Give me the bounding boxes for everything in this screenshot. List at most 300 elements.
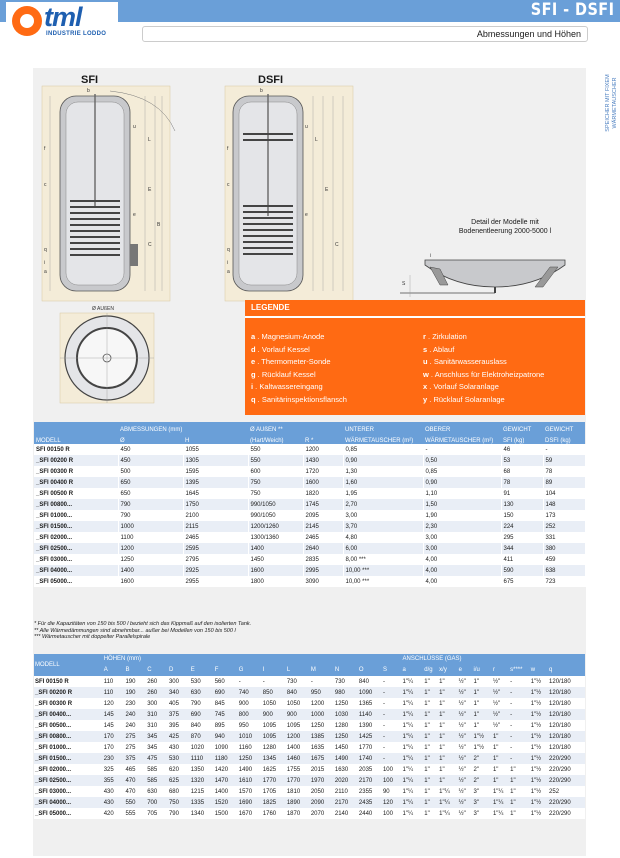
table-cell: 220/290 [548, 753, 585, 764]
table-cell: 1" [438, 775, 457, 786]
table-cell: 750 [248, 477, 303, 488]
table-cell: 1305 [183, 455, 248, 466]
table-cell: 1" [423, 797, 438, 808]
table-cell: _SFI 01500... [34, 521, 118, 532]
table-cell: - [382, 731, 402, 742]
table-cell: 550 [248, 444, 303, 455]
table-cell: 411 [501, 554, 543, 565]
col-group-heights: HÖHEN (mm) [103, 654, 402, 665]
legend-item: u . Sanitärwasserauslass [423, 357, 507, 367]
table-cell: _SFI 00200 R [34, 455, 118, 466]
table-cell: 1,10 [423, 488, 501, 499]
table-cell: 1,50 [423, 499, 501, 510]
col-weight-dsfi: GEWICHT [543, 422, 585, 433]
table-row [34, 676, 585, 687]
table-cell: - [382, 676, 402, 687]
table-row [34, 499, 585, 510]
table-cell: 1"½ [530, 687, 548, 698]
table-cell: 4,80 [343, 532, 423, 543]
table-cell: 1" [423, 676, 438, 687]
table-cell: 1" [438, 764, 457, 775]
table-cell: 2440 [358, 808, 382, 819]
table-cell: 8,00 *** [343, 554, 423, 565]
table-cell: _SFI 00400... [34, 709, 103, 720]
table-cell: 1"¼ [402, 698, 424, 709]
table-cell: 1050 [262, 698, 286, 709]
table-cell: 1" [473, 709, 492, 720]
table-cell: 344 [501, 543, 543, 554]
table-cell: 1390 [358, 720, 382, 731]
sfi-diagram-label: SFI [81, 74, 99, 86]
table-cell: 1625 [262, 764, 286, 775]
table-cell: 1400 [214, 786, 238, 797]
table-cell: 1" [509, 764, 530, 775]
svg-text:c: c [227, 182, 230, 188]
table-cell: 590 [501, 565, 543, 576]
table-cell: 1"½ [530, 753, 548, 764]
table-cell: 1,95 [343, 488, 423, 499]
table-cell: 1425 [358, 731, 382, 742]
table-cell: 1760 [262, 808, 286, 819]
column-header: O [358, 665, 382, 676]
table-cell: 1"½ [530, 786, 548, 797]
table-cell: 840 [286, 687, 310, 698]
table-cell: 600 [248, 466, 303, 477]
table-cell: 1" [423, 720, 438, 731]
table-cell: ½" [458, 676, 473, 687]
table-cell: ½" [458, 709, 473, 720]
table-row [34, 720, 585, 731]
table-cell: 1"½ [530, 731, 548, 742]
table-cell: 405 [168, 698, 190, 709]
table-cell: 1055 [183, 444, 248, 455]
table-row [34, 488, 585, 499]
svg-text:C: C [148, 242, 152, 248]
table-cell: - [382, 753, 402, 764]
table-cell: 1" [438, 731, 457, 742]
table-cell: SFI 00150 R [34, 444, 118, 455]
table-cell: 0,90 [423, 477, 501, 488]
table-cell: 555 [124, 808, 146, 819]
table-cell: 705 [146, 808, 168, 819]
table-cell: 395 [168, 720, 190, 731]
table-cell: 1095 [262, 731, 286, 742]
table-cell: 3,00 [423, 543, 501, 554]
table-cell: 1750 [183, 499, 248, 510]
svg-text:f: f [44, 146, 46, 152]
table-cell: 1" [423, 742, 438, 753]
table-cell: 1500 [214, 808, 238, 819]
svg-text:q: q [227, 247, 230, 253]
table-cell: 790 [118, 510, 183, 521]
legend-item: x . Vorlauf Solaranlage [423, 382, 499, 392]
table-cell: 0,90 [343, 455, 423, 466]
table-cell: 1"¼ [438, 797, 457, 808]
table-cell: 1" [509, 786, 530, 797]
table-cell: 1" [423, 753, 438, 764]
table-cell: 59 [543, 455, 585, 466]
column-header: A [103, 665, 125, 676]
table-cell: ½" [458, 775, 473, 786]
table-cell: 2145 [303, 521, 343, 532]
table-cell: 1095 [262, 720, 286, 731]
svg-text:i: i [227, 260, 229, 266]
table-cell: 1160 [238, 742, 262, 753]
table-cell: 1490 [334, 753, 358, 764]
table-cell: - [543, 444, 585, 455]
heights-table-body [34, 676, 585, 819]
table-cell: 1705 [262, 786, 286, 797]
table-cell: 375 [124, 753, 146, 764]
table-cell: 650 [118, 477, 183, 488]
table-cell: 680 [168, 786, 190, 797]
table-cell: _SFI 01500... [34, 753, 103, 764]
table-row [34, 576, 585, 587]
table-cell: 1140 [358, 709, 382, 720]
column-header: d/g [423, 665, 438, 676]
logo-subtitle: INDUSTRIE LODDO [46, 31, 107, 37]
table-cell: 1" [473, 687, 492, 698]
table-cell: 1"½ [530, 742, 548, 753]
table-cell: 1645 [183, 488, 248, 499]
table-cell: 220/290 [548, 764, 585, 775]
table-cell: 1" [438, 687, 457, 698]
table-cell: 530 [168, 753, 190, 764]
table-cell: - [262, 676, 286, 687]
column-header: N [334, 665, 358, 676]
table-cell: 2095 [303, 510, 343, 521]
table-cell: 475 [146, 753, 168, 764]
table-cell: - [238, 676, 262, 687]
table-cell: 1" [438, 720, 457, 731]
table-cell: 1,60 [343, 477, 423, 488]
svg-text:L: L [148, 137, 151, 143]
dimensions-table [34, 422, 586, 587]
table-cell: 53 [501, 455, 543, 466]
heights-column-headers [34, 665, 585, 676]
table-cell: _SFI 02000... [34, 764, 103, 775]
table-cell: 3,70 [343, 521, 423, 532]
column-header: x/y [438, 665, 457, 676]
svg-text:b: b [260, 88, 263, 94]
table-cell: 120/180 [548, 742, 585, 753]
legend-item: y . Rücklauf Solaranlage [423, 394, 505, 404]
table-cell: 224 [501, 521, 543, 532]
table-cell: 1,30 [343, 466, 423, 477]
col-lower-sub: WÄRMETAUSCHER (m²) [343, 433, 423, 444]
table-cell: 0,85 [423, 466, 501, 477]
table-row [34, 565, 585, 576]
table-cell: 1"¼ [438, 808, 457, 819]
column-header: L [286, 665, 310, 676]
table-cell: 790 [118, 499, 183, 510]
column-header: s**** [509, 665, 530, 676]
table-cell: 990/1050 [248, 499, 303, 510]
table-cell: 2115 [183, 521, 248, 532]
heights-table [34, 654, 585, 819]
table-cell: _SFI 00300 R [34, 698, 103, 709]
col-upper-sub: WÄRMETAUSCHER (m²) [423, 433, 501, 444]
table-cell: 1"½ [530, 709, 548, 720]
table-cell: 1"¼ [402, 742, 424, 753]
table-cell: 840 [190, 720, 214, 731]
legend-header [245, 300, 585, 316]
table-cell: 1"¼ [402, 709, 424, 720]
table-cell: 1600 [303, 477, 343, 488]
table-cell: 345 [146, 731, 168, 742]
table-row [34, 786, 585, 797]
svg-text:b: b [87, 88, 90, 94]
legend-body [245, 318, 585, 415]
table-cell: 1" [438, 753, 457, 764]
table-cell: 3" [473, 808, 492, 819]
table-cell: 900 [286, 709, 310, 720]
table-cell: 10,00 *** [343, 565, 423, 576]
page-subtitle: Abmessungen und Höhen [476, 29, 581, 39]
table-cell: 3,00 [343, 510, 423, 521]
table-cell: 740 [238, 687, 262, 698]
table-cell: 1"¼ [402, 808, 424, 819]
table-cell: 790 [190, 698, 214, 709]
table-cell: 2110 [334, 786, 358, 797]
table-row [34, 543, 585, 554]
table-cell: 1490 [238, 764, 262, 775]
table-cell: 100 [382, 775, 402, 786]
table-cell: 110 [103, 687, 125, 698]
table-cell: 2955 [183, 576, 248, 587]
table-cell: 295 [501, 532, 543, 543]
svg-text:u: u [133, 124, 136, 130]
table-cell: 1" [423, 687, 438, 698]
table-cell: 1200/1260 [248, 521, 303, 532]
table-row [34, 709, 585, 720]
table-row [34, 698, 585, 709]
table-row [34, 521, 585, 532]
table-cell: 1" [473, 698, 492, 709]
table-cell: 1"¼ [402, 775, 424, 786]
table-cell: 1" [423, 698, 438, 709]
table-cell: 1280 [262, 742, 286, 753]
table-cell: 120/180 [548, 687, 585, 698]
column-header: q [548, 665, 585, 676]
table-cell: 430 [168, 742, 190, 753]
table-cell: 1" [423, 775, 438, 786]
column-header: e [458, 665, 473, 676]
svg-text:e: e [305, 212, 308, 218]
svg-text:S: S [402, 281, 406, 287]
table-cell: 730 [334, 676, 358, 687]
footnotes [34, 621, 251, 641]
table-cell: 355 [103, 775, 125, 786]
table-cell: 1"½ [530, 698, 548, 709]
table-cell: 100 [382, 764, 402, 775]
table-row [34, 510, 585, 521]
table-cell: 430 [103, 786, 125, 797]
table-cell: 252 [543, 521, 585, 532]
table-cell: 1825 [262, 797, 286, 808]
table-cell: 723 [543, 576, 585, 587]
col-lower: UNTERER [343, 422, 423, 433]
table-cell: 1"½ [530, 808, 548, 819]
table-cell: 1250 [118, 554, 183, 565]
table-cell: 2355 [358, 786, 382, 797]
table-cell: 120/180 [548, 720, 585, 731]
table-cell: 1,90 [423, 510, 501, 521]
table-cell: 1"½ [530, 720, 548, 731]
table-cell: 1" [423, 808, 438, 819]
table-cell: 1" [492, 742, 509, 753]
table-cell: 1"¼ [402, 731, 424, 742]
sfi-side-connection [130, 244, 138, 266]
col-modell: MODELL [34, 422, 118, 444]
table-cell: 230 [124, 698, 146, 709]
table-cell: 1610 [238, 775, 262, 786]
table-cell: 89 [543, 477, 585, 488]
table-cell: - [509, 676, 530, 687]
table-cell: 1" [423, 786, 438, 797]
table-cell: 145 [103, 709, 125, 720]
table-cell: 690 [214, 687, 238, 698]
table-cell: 1745 [303, 499, 343, 510]
column-header: E [190, 665, 214, 676]
legend-column-right [423, 332, 544, 408]
table-cell: 2,30 [423, 521, 501, 532]
table-cell: 325 [103, 764, 125, 775]
table-cell: - [382, 720, 402, 731]
table-row [34, 477, 585, 488]
legend-panel [245, 300, 585, 415]
table-cell: 1000 [118, 521, 183, 532]
table-cell: 0,85 [343, 444, 423, 455]
table-cell: 1400 [248, 543, 303, 554]
table-cell: 1" [438, 698, 457, 709]
col-group-connections: ANSCHLÜSSE (GAS) [402, 654, 585, 665]
table-cell: 68 [501, 466, 543, 477]
table-cell: 260 [146, 687, 168, 698]
table-cell: 220/290 [548, 775, 585, 786]
table-cell: 310 [146, 709, 168, 720]
table-cell: _SFI 02500... [34, 543, 118, 554]
table-cell: 1200 [310, 698, 334, 709]
table-cell: 990/1050 [248, 510, 303, 521]
table-cell: 120/180 [548, 731, 585, 742]
table-cell: 1030 [334, 709, 358, 720]
table-cell: 1"½ [473, 742, 492, 753]
table-cell: - [509, 698, 530, 709]
svg-text:C: C [335, 242, 339, 248]
column-header: S [382, 665, 402, 676]
table-cell: 1250 [238, 753, 262, 764]
table-row [34, 775, 585, 786]
table-cell: 900 [238, 698, 262, 709]
table-cell: 220/290 [548, 808, 585, 819]
table-cell: 2100 [183, 510, 248, 521]
table-cell: 2" [473, 775, 492, 786]
table-cell: _SFI 00800... [34, 499, 118, 510]
table-cell: 2595 [183, 543, 248, 554]
svg-text:L: L [315, 137, 318, 143]
table-cell: 130 [501, 499, 543, 510]
table-cell: 1"¼ [402, 786, 424, 797]
table-cell: 1"¼ [402, 720, 424, 731]
table-cell: 1200 [118, 543, 183, 554]
table-cell: 300 [146, 698, 168, 709]
table-cell: 1"¼ [492, 786, 509, 797]
table-row [34, 687, 585, 698]
table-cell: 650 [118, 488, 183, 499]
svg-text:B: B [157, 222, 161, 228]
table-cell: ½" [458, 731, 473, 742]
footnote: *** Wärmetauscher mit doppelter Parallelspirale [34, 634, 151, 640]
table-cell: 110 [103, 676, 125, 687]
footnote: ** Alle Wärmedämmungen sind abnehmbar... außer bei Modellen von 150 bis 500 l [34, 627, 236, 634]
table-cell: 1720 [303, 466, 343, 477]
table-cell: 1365 [358, 698, 382, 709]
table-cell: _SFI 05000... [34, 808, 103, 819]
table-cell: 252 [548, 786, 585, 797]
table-cell: 1385 [310, 731, 334, 742]
table-cell: 275 [124, 731, 146, 742]
legend-item: s . Ablauf [423, 344, 455, 354]
svg-text:i: i [44, 260, 46, 266]
column-header: a [402, 665, 424, 676]
table-row [34, 797, 585, 808]
table-cell: 530 [190, 676, 214, 687]
table-cell: - [509, 687, 530, 698]
header-spacer [303, 422, 343, 433]
table-cell: 1635 [310, 742, 334, 753]
table-cell: 750 [248, 488, 303, 499]
svg-text:E: E [148, 187, 152, 193]
col-r: R * [303, 433, 343, 444]
table-cell: 1280 [334, 720, 358, 731]
product-code: SFI - DSFI [530, 0, 614, 20]
table-cell: 845 [214, 698, 238, 709]
table-cell: 6,00 [343, 543, 423, 554]
table-cell: 220/290 [548, 797, 585, 808]
table-cell: 340 [168, 687, 190, 698]
legend-item: g . Rücklauf Kessel [251, 369, 316, 379]
table-cell: 1"½ [530, 676, 548, 687]
table-cell: 10,00 *** [343, 576, 423, 587]
table-row [34, 444, 585, 455]
table-cell: 90 [382, 786, 402, 797]
column-header: I [262, 665, 286, 676]
table-cell: 1800 [248, 576, 303, 587]
table-cell: 2170 [334, 797, 358, 808]
table-cell: 1" [423, 709, 438, 720]
svg-text:u: u [305, 124, 308, 130]
table-cell: 1470 [214, 775, 238, 786]
table-cell: _SFI 00300 R [34, 466, 118, 477]
sfi-top-view [40, 305, 170, 405]
table-cell: 190 [124, 676, 146, 687]
table-cell: - [310, 676, 334, 687]
table-cell: 2070 [310, 808, 334, 819]
table-cell: 3,00 [423, 532, 501, 543]
legend-item: i . Kaltwassereingang [251, 382, 323, 392]
table-cell: 120 [382, 797, 402, 808]
table-cell: _SFI 05000... [34, 576, 118, 587]
table-cell: 1" [509, 808, 530, 819]
table-cell: 550 [248, 455, 303, 466]
table-cell: 1" [492, 764, 509, 775]
table-cell: 1395 [183, 477, 248, 488]
table-cell: 1345 [262, 753, 286, 764]
table-cell: ½" [458, 687, 473, 698]
diameter-label: Ø AUßEN [92, 306, 114, 312]
table-cell: 1020 [190, 742, 214, 753]
